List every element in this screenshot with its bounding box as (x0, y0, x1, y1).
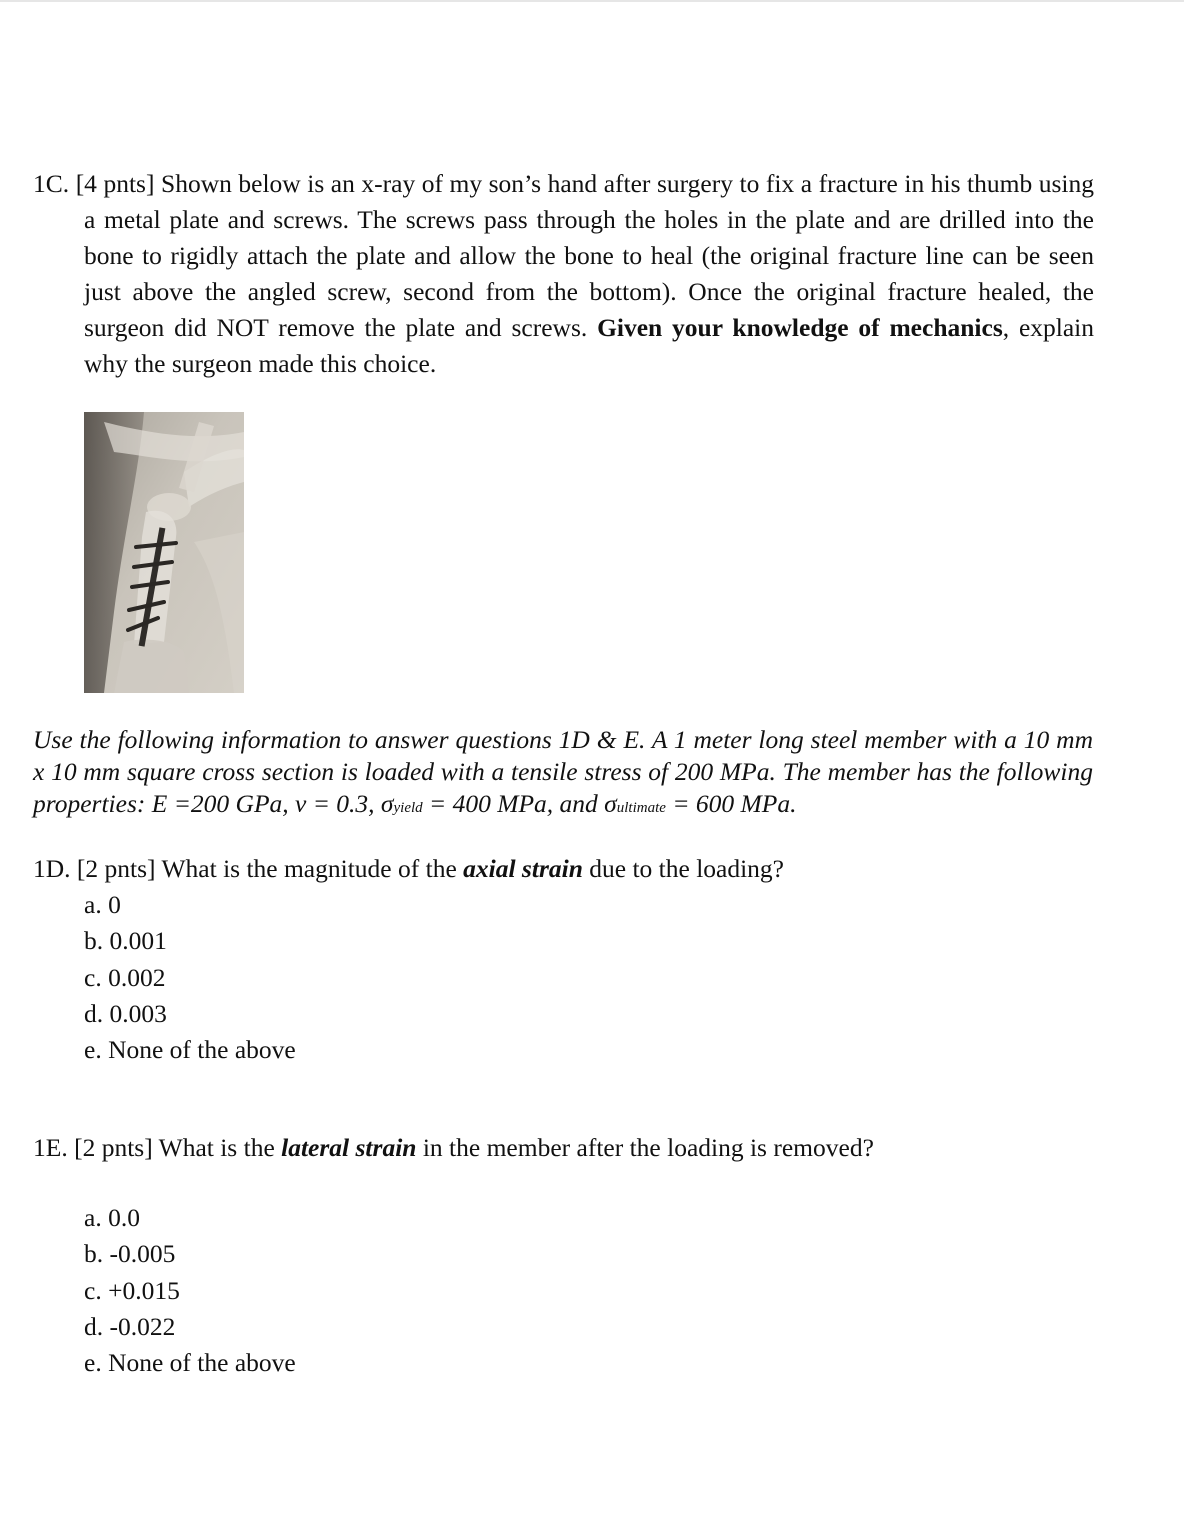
question-1d-options (33, 887, 1133, 1068)
answer-option[interactable]: e. None of the above (84, 1348, 296, 1378)
question-1d-stem (33, 851, 1133, 887)
question-1c-text (33, 166, 1094, 382)
given-information-text (33, 724, 1093, 824)
question-1d-emphasis: axial strain (463, 854, 583, 883)
given-information (33, 724, 1093, 824)
question-1e-emphasis: lateral strain (281, 1133, 417, 1162)
question-1c-points: [4 pnts] (75, 169, 155, 198)
question-1d-points: [2 pnts] (76, 854, 156, 883)
answer-option[interactable]: b. -0.005 (84, 1239, 176, 1269)
answer-option[interactable]: d. -0.022 (84, 1311, 176, 1341)
question-1e-stem (33, 1130, 1133, 1166)
xray-image (84, 412, 244, 693)
question-1c (33, 166, 1094, 382)
question-1e-points: [2 pnts] (74, 1133, 153, 1162)
answer-option[interactable]: d. 0.003 (84, 998, 167, 1028)
question-1e (33, 1130, 1133, 1381)
question-1e-before: What is the (158, 1133, 275, 1162)
info-text-main: Use the following information to answer questions 1D & E. A 1 meter long steel member with a 10 mm x 10 mm square cross section is loaded with a tensile stress of 200 MPa. The member has the following properties: E =200 GPa, ν = 0.3, σ (33, 725, 1093, 818)
question-1c-ending: , explain why the surgeon made this choice. (84, 313, 1095, 378)
sigma-ultimate-subscript: ultimate (616, 800, 666, 816)
question-1c-body: Shown below is an x-ray of my son’s hand after surgery to fix a fracture in his thumb using a metal plate and screws. The screws pass through the holes in the plate and are drilled into the bone to rigidly attach the plate and allow the bone to heal (the original fracture line can be seen just above the angled screw, second from the bottom). Once the original fracture healed, the surgeon did NOT remove the plate and screws. (84, 169, 1095, 342)
page-top-border (0, 0, 1184, 2)
question-1d (33, 851, 1133, 1068)
question-1d-after: due to the loading? (589, 854, 785, 883)
question-1e-label: 1E. (33, 1133, 68, 1162)
xray-hand-drawing (84, 412, 244, 693)
question-1c-label: 1C. (33, 169, 70, 198)
question-1c-bold: Given your knowledge of mechanics (597, 313, 1003, 342)
answer-option[interactable]: a. 0.0 (84, 1203, 140, 1232)
answer-option[interactable]: c. 0.002 (84, 962, 166, 992)
answer-option[interactable]: e. None of the above (84, 1035, 296, 1065)
question-1d-label: 1D. (33, 854, 71, 883)
question-1e-after: in the member after the loading is removed? (422, 1133, 874, 1162)
info-text-end: = 600 MPa. (665, 789, 797, 818)
question-1e-options (33, 1200, 1133, 1381)
answer-option[interactable]: b. 0.001 (84, 926, 167, 956)
answer-option[interactable]: c. +0.015 (84, 1275, 180, 1305)
question-1d-before: What is the magnitude of the (161, 854, 457, 883)
answer-option[interactable]: a. 0 (84, 890, 121, 919)
sigma-yield-subscript: yield (393, 800, 423, 816)
info-text-mid: = 400 MPa, and σ (422, 789, 617, 818)
